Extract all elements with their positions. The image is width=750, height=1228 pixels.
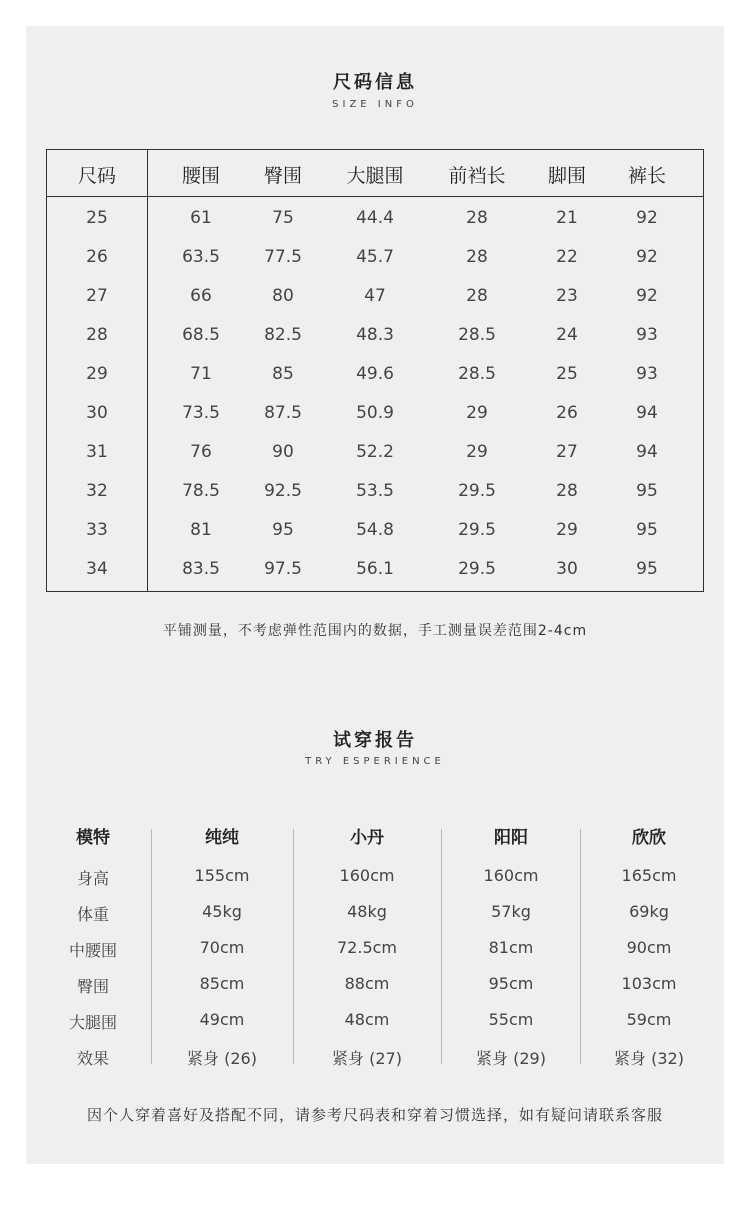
size-table-cell: 32: [86, 481, 108, 501]
size-table-cell: 47: [364, 286, 386, 306]
try-report-header: 纯纯: [205, 828, 239, 848]
try-report-cell: 48kg: [347, 902, 387, 921]
size-table-cell: 75: [272, 208, 294, 228]
try-report-cell: 88cm: [344, 974, 390, 993]
size-table-cell: 92.5: [264, 481, 302, 501]
size-chart-panel: [26, 26, 724, 1164]
size-table-cell: 97.5: [264, 559, 302, 579]
size-table-cell: 49.6: [356, 364, 394, 384]
size-table-cell: 63.5: [182, 247, 220, 267]
size-table-cell: 30: [556, 559, 578, 579]
size-info-subtitle: SIZE INFO: [332, 99, 418, 110]
size-table-cell: 66: [190, 286, 212, 306]
try-report-cell: 效果: [76, 1049, 110, 1068]
size-table-cell: 29.5: [458, 559, 496, 579]
size-table-cell: 28: [86, 325, 108, 345]
try-report-cell: 95cm: [488, 974, 534, 993]
size-table-header: 大腿围: [346, 165, 404, 187]
table-column-divider: [147, 150, 148, 591]
size-table-header: 尺码: [77, 165, 117, 187]
size-table-cell: 68.5: [182, 325, 220, 345]
size-table-cell: 29: [86, 364, 108, 384]
size-table-cell: 23: [556, 286, 578, 306]
size-table-cell: 93: [636, 364, 658, 384]
size-table-cell: 92: [636, 208, 658, 228]
try-report-cell: 103cm: [621, 974, 677, 993]
size-table-cell: 27: [556, 442, 578, 462]
size-table-cell: 76: [190, 442, 212, 462]
size-table-cell: 94: [636, 403, 658, 423]
size-table-cell: 77.5: [264, 247, 302, 267]
column-divider: [293, 829, 294, 1064]
try-report-cell: 69kg: [629, 902, 669, 921]
size-table-cell: 30: [86, 403, 108, 423]
try-report-cell: 紧身 (32): [614, 1049, 684, 1068]
size-table-cell: 29: [466, 403, 488, 423]
try-report-cell: 紧身 (29): [476, 1049, 546, 1068]
try-report-cell: 紧身 (27): [332, 1049, 402, 1068]
try-report-subtitle: TRY ESPERIENCE: [305, 756, 445, 767]
size-table-header: 腰围: [181, 165, 221, 187]
size-table-cell: 29.5: [458, 520, 496, 540]
size-table-cell: 54.8: [356, 520, 394, 540]
size-table-cell: 90: [272, 442, 294, 462]
size-table-cell: 26: [86, 247, 108, 267]
size-table-cell: 25: [86, 208, 108, 228]
column-divider: [151, 829, 152, 1064]
size-table-cell: 87.5: [264, 403, 302, 423]
size-table-cell: 28: [466, 286, 488, 306]
size-table-cell: 83.5: [182, 559, 220, 579]
column-divider: [580, 829, 581, 1064]
try-report-cell: 臀围: [76, 977, 110, 996]
try-report-cell: 165cm: [621, 866, 677, 885]
size-table-cell: 27: [86, 286, 108, 306]
size-table-cell: 95: [636, 559, 658, 579]
size-table-cell: 28.5: [458, 364, 496, 384]
size-table-cell: 95: [636, 520, 658, 540]
size-table-cell: 24: [556, 325, 578, 345]
size-table-cell: 82.5: [264, 325, 302, 345]
size-table-cell: 28.5: [458, 325, 496, 345]
size-table-cell: 95: [272, 520, 294, 540]
try-report-cell: 160cm: [483, 866, 539, 885]
try-report-header: 小丹: [350, 828, 384, 848]
try-report-cell: 81cm: [488, 938, 534, 957]
size-table-cell: 50.9: [356, 403, 394, 423]
size-table-cell: 80: [272, 286, 294, 306]
size-table-cell: 81: [190, 520, 212, 540]
try-report-title: 试穿报告: [333, 730, 417, 751]
size-table-cell: 26: [556, 403, 578, 423]
try-report-cell: 85cm: [199, 974, 245, 993]
size-info-title: 尺码信息: [333, 72, 417, 93]
size-table-cell: 71: [190, 364, 212, 384]
try-report-header: 模特: [76, 828, 110, 848]
size-table-cell: 45.7: [356, 247, 394, 267]
try-report-cell: 90cm: [626, 938, 672, 957]
size-table-cell: 53.5: [356, 481, 394, 501]
size-measure-note: 平铺测量，不考虑弹性范围内的数据，手工测量误差范围2-4cm: [162, 623, 588, 639]
size-table-cell: 92: [636, 286, 658, 306]
size-table-header: 前裆长: [448, 165, 506, 187]
size-table: [46, 149, 704, 592]
size-table-cell: 29: [466, 442, 488, 462]
size-table-cell: 78.5: [182, 481, 220, 501]
table-header-divider: [47, 196, 703, 197]
size-table-cell: 31: [86, 442, 108, 462]
try-report-cell: 70cm: [199, 938, 245, 957]
size-table-cell: 95: [636, 481, 658, 501]
try-report-cell: 中腰围: [68, 941, 118, 960]
size-table-cell: 21: [556, 208, 578, 228]
try-report-cell: 49cm: [199, 1010, 245, 1029]
try-report-cell: 紧身 (26): [187, 1049, 257, 1068]
try-report-note: 因个人穿着喜好及搭配不同，请参考尺码表和穿着习惯选择，如有疑问请联系客服: [86, 1106, 663, 1124]
size-table-header: 脚围: [547, 165, 587, 187]
size-table-cell: 29.5: [458, 481, 496, 501]
size-table-header: 裤长: [627, 165, 667, 187]
try-report-header: 阳阳: [494, 828, 528, 848]
try-report-cell: 57kg: [491, 902, 531, 921]
size-table-cell: 28: [556, 481, 578, 501]
try-report-cell: 45kg: [202, 902, 242, 921]
try-report-cell: 55cm: [488, 1010, 534, 1029]
size-table-cell: 93: [636, 325, 658, 345]
size-table-cell: 48.3: [356, 325, 394, 345]
size-table-cell: 25: [556, 364, 578, 384]
size-table-cell: 33: [86, 520, 108, 540]
size-table-cell: 61: [190, 208, 212, 228]
size-table-cell: 34: [86, 559, 108, 579]
try-report-cell: 59cm: [626, 1010, 672, 1029]
try-report-cell: 体重: [76, 905, 110, 924]
try-report-cell: 160cm: [339, 866, 395, 885]
size-table-cell: 29: [556, 520, 578, 540]
size-table-cell: 92: [636, 247, 658, 267]
try-report-cell: 48cm: [344, 1010, 390, 1029]
size-table-cell: 56.1: [356, 559, 394, 579]
size-table-cell: 28: [466, 247, 488, 267]
try-report-cell: 155cm: [194, 866, 250, 885]
size-table-cell: 94: [636, 442, 658, 462]
size-table-cell: 52.2: [356, 442, 394, 462]
try-report-header: 欣欣: [632, 828, 666, 848]
size-table-header: 臀围: [263, 165, 303, 187]
size-table-cell: 28: [466, 208, 488, 228]
size-table-cell: 73.5: [182, 403, 220, 423]
size-table-cell: 44.4: [356, 208, 394, 228]
try-report-cell: 身高: [76, 869, 110, 888]
column-divider: [441, 829, 442, 1064]
try-report-cell: 大腿围: [68, 1013, 118, 1032]
size-table-cell: 22: [556, 247, 578, 267]
try-report-cell: 72.5cm: [336, 938, 398, 957]
size-table-cell: 85: [272, 364, 294, 384]
